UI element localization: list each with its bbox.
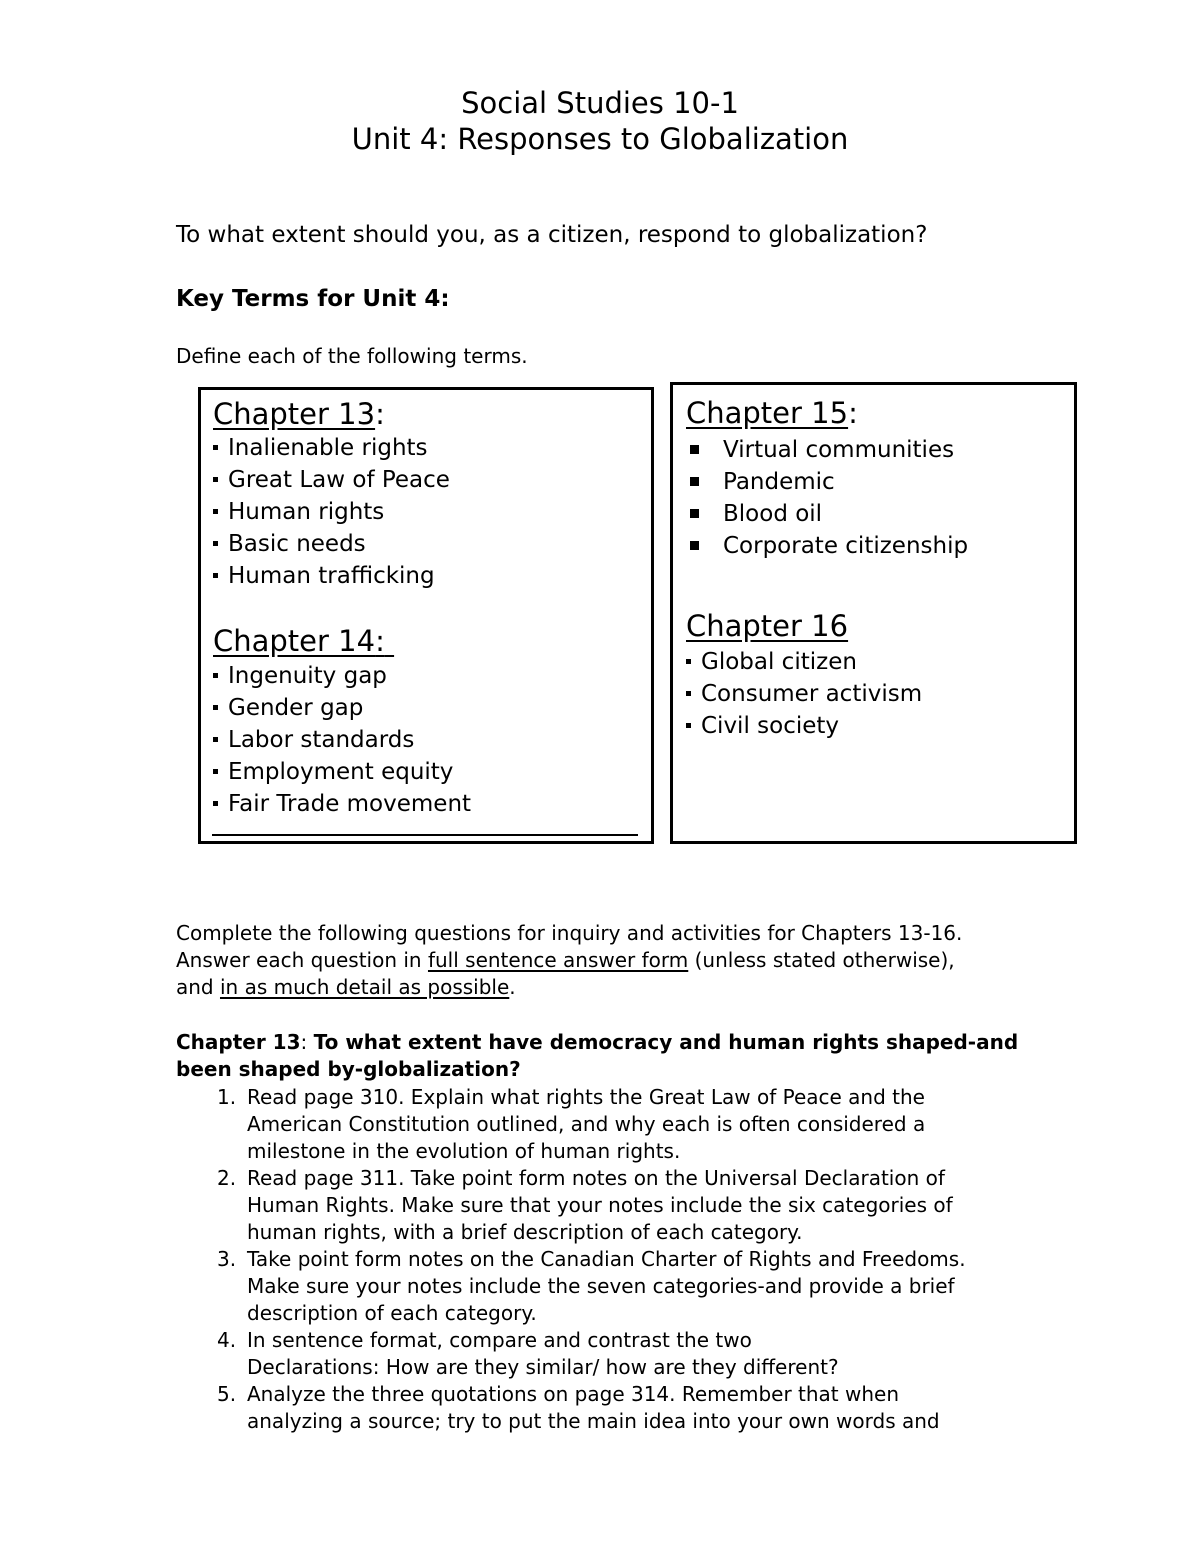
chapter-14-underline-gap xyxy=(385,624,394,658)
bullet-icon xyxy=(213,673,218,678)
question-text xyxy=(247,1381,1036,1435)
question-line: Read page 310. Explain what rights the Great Law of Peace and the xyxy=(247,1085,925,1109)
term-text: Pandemic xyxy=(723,469,835,495)
bullet-icon xyxy=(213,769,218,774)
document-title: Social Studies 10-1 xyxy=(461,86,739,120)
term-text: Civil society xyxy=(701,713,840,739)
inquiry-line-1 xyxy=(176,1029,1018,1056)
question-line: American Constitution outlined, and why each is often considered a xyxy=(247,1112,926,1136)
chapter-15-heading xyxy=(686,396,858,430)
list-item xyxy=(213,788,471,820)
question-number-cell xyxy=(176,1165,247,1246)
instructions xyxy=(176,920,962,1001)
question-number-cell xyxy=(176,1084,247,1165)
instructions-text: Answer each question in xyxy=(176,948,428,972)
list-item xyxy=(686,646,922,678)
term-text: Inalienable rights xyxy=(228,435,428,461)
term-text: Virtual communities xyxy=(723,437,955,463)
list-item xyxy=(176,1165,1036,1246)
list-item xyxy=(213,692,471,724)
question-number-cell xyxy=(176,1381,247,1435)
instructions-line-2 xyxy=(176,947,962,974)
inquiry-label: Chapter 13 xyxy=(176,1030,301,1054)
inquiry-colon: : xyxy=(300,1030,314,1054)
term-text: Corporate citizenship xyxy=(723,533,969,559)
question-number: 1. xyxy=(217,1085,237,1109)
chapter-16-title: Chapter 16 xyxy=(686,609,849,643)
question-text xyxy=(247,1084,1036,1165)
chapter-14-title: Chapter 14 xyxy=(213,624,376,658)
term-text: Basic needs xyxy=(228,531,366,557)
inquiry-line-2: been shaped by-globalization? xyxy=(176,1057,521,1081)
list-item xyxy=(686,466,968,498)
chapter-14-colon: : xyxy=(375,624,385,658)
chapter-15-colon: : xyxy=(848,396,858,430)
list-item xyxy=(213,756,471,788)
question-text xyxy=(247,1165,1036,1246)
term-text: Ingenuity gap xyxy=(228,663,387,689)
question-line: Read page 311. Take point form notes on the Universal Declaration of xyxy=(247,1166,945,1190)
instructions-text: . xyxy=(509,975,516,999)
question-line: analyzing a source; try to put the main idea into your own words and xyxy=(247,1409,940,1433)
question-line: Take point form notes on the Canadian Charter of Rights and Freedoms. xyxy=(247,1247,966,1271)
question-line: Declarations: How are they similar/ how are they different? xyxy=(247,1355,839,1379)
list-item xyxy=(686,434,968,466)
question-number-cell xyxy=(176,1327,247,1381)
question-number: 2. xyxy=(217,1166,237,1190)
term-text: Blood oil xyxy=(723,501,823,527)
list-item xyxy=(686,498,968,530)
term-text: Employment equity xyxy=(228,759,454,785)
bullet-icon xyxy=(213,737,218,742)
bullet-icon xyxy=(213,541,218,546)
document-subtitle: Unit 4: Responses to Globalization xyxy=(351,122,849,156)
chapter-13-colon: : xyxy=(375,397,385,431)
bullet-icon xyxy=(690,509,699,518)
question-text xyxy=(247,1246,1036,1327)
question-line: description of each category. xyxy=(247,1301,537,1325)
list-item xyxy=(176,1381,1036,1435)
term-text: Human rights xyxy=(228,499,385,525)
bullet-icon xyxy=(213,509,218,514)
chapter-13-heading xyxy=(213,397,385,431)
question-line: Make sure your notes include the seven categories-and provide a brief xyxy=(247,1274,955,1298)
question-number: 4. xyxy=(217,1328,237,1352)
key-terms-heading: Key Terms for Unit 4: xyxy=(176,286,450,312)
term-text: Human trafficking xyxy=(228,563,435,589)
instructions-emphasis: in as much detail as possible xyxy=(219,975,510,999)
list-item xyxy=(213,432,450,464)
chapter-16-terms xyxy=(686,646,922,742)
question-line: milestone in the evolution of human rights. xyxy=(247,1139,681,1163)
term-text: Labor standards xyxy=(228,727,415,753)
list-item xyxy=(213,724,471,756)
bullet-icon xyxy=(690,541,699,550)
define-instruction: Define each of the following terms. xyxy=(176,344,528,368)
chapter-15-terms xyxy=(686,434,968,562)
answer-line xyxy=(212,834,638,836)
term-text: Gender gap xyxy=(228,695,364,721)
chapter-13-inquiry xyxy=(176,1029,1018,1083)
list-item xyxy=(686,530,968,562)
chapter-15-title: Chapter 15 xyxy=(686,396,849,430)
list-item xyxy=(686,678,922,710)
question-number-cell xyxy=(176,1246,247,1327)
list-item xyxy=(213,560,450,592)
bullet-icon xyxy=(213,801,218,806)
inquiry-question: To what extent have democracy and human rights shaped-and xyxy=(313,1030,1019,1054)
instructions-line-3 xyxy=(176,974,962,1001)
question-number: 5. xyxy=(217,1382,237,1406)
list-item xyxy=(213,464,450,496)
bullet-icon xyxy=(686,691,691,696)
chapter-16-heading xyxy=(686,609,848,643)
list-item xyxy=(176,1084,1036,1165)
bullet-icon xyxy=(213,573,218,578)
term-text: Fair Trade movement xyxy=(228,791,472,817)
unit-question: To what extent should you, as a citizen, respond to globalization? xyxy=(176,222,928,248)
term-text: Great Law of Peace xyxy=(228,467,450,493)
list-item xyxy=(176,1327,1036,1381)
list-item xyxy=(686,710,922,742)
chapter-14-terms xyxy=(213,660,471,820)
question-text xyxy=(247,1327,1036,1381)
chapter-13-terms xyxy=(213,432,450,592)
bullet-icon xyxy=(690,445,699,454)
instructions-text: (unless stated otherwise), xyxy=(688,948,955,972)
question-number: 3. xyxy=(217,1247,237,1271)
question-line: Analyze the three quotations on page 314. Remember that when xyxy=(247,1382,900,1406)
instructions-text: and xyxy=(176,975,220,999)
question-line: Human Rights. Make sure that your notes include the six categories of xyxy=(247,1193,953,1217)
term-text: Global citizen xyxy=(701,649,857,675)
list-item xyxy=(213,528,450,560)
question-line: In sentence format, compare and contrast the two xyxy=(247,1328,752,1352)
list-item xyxy=(213,496,450,528)
list-item xyxy=(213,660,471,692)
question-line: human rights, with a brief description of each category. xyxy=(247,1220,803,1244)
term-text: Consumer activism xyxy=(701,681,923,707)
bullet-icon xyxy=(213,705,218,710)
bullet-icon xyxy=(213,477,218,482)
instructions-line-1: Complete the following questions for inquiry and activities for Chapters 13-16. xyxy=(176,921,963,945)
question-list xyxy=(176,1084,1036,1435)
list-item xyxy=(176,1246,1036,1327)
bullet-icon xyxy=(690,477,699,486)
bullet-icon xyxy=(213,445,218,450)
chapter-14-heading xyxy=(213,624,394,658)
instructions-emphasis: full sentence answer form xyxy=(427,948,689,972)
bullet-icon xyxy=(686,723,691,728)
bullet-icon xyxy=(686,659,691,664)
chapter-13-title: Chapter 13 xyxy=(213,397,376,431)
